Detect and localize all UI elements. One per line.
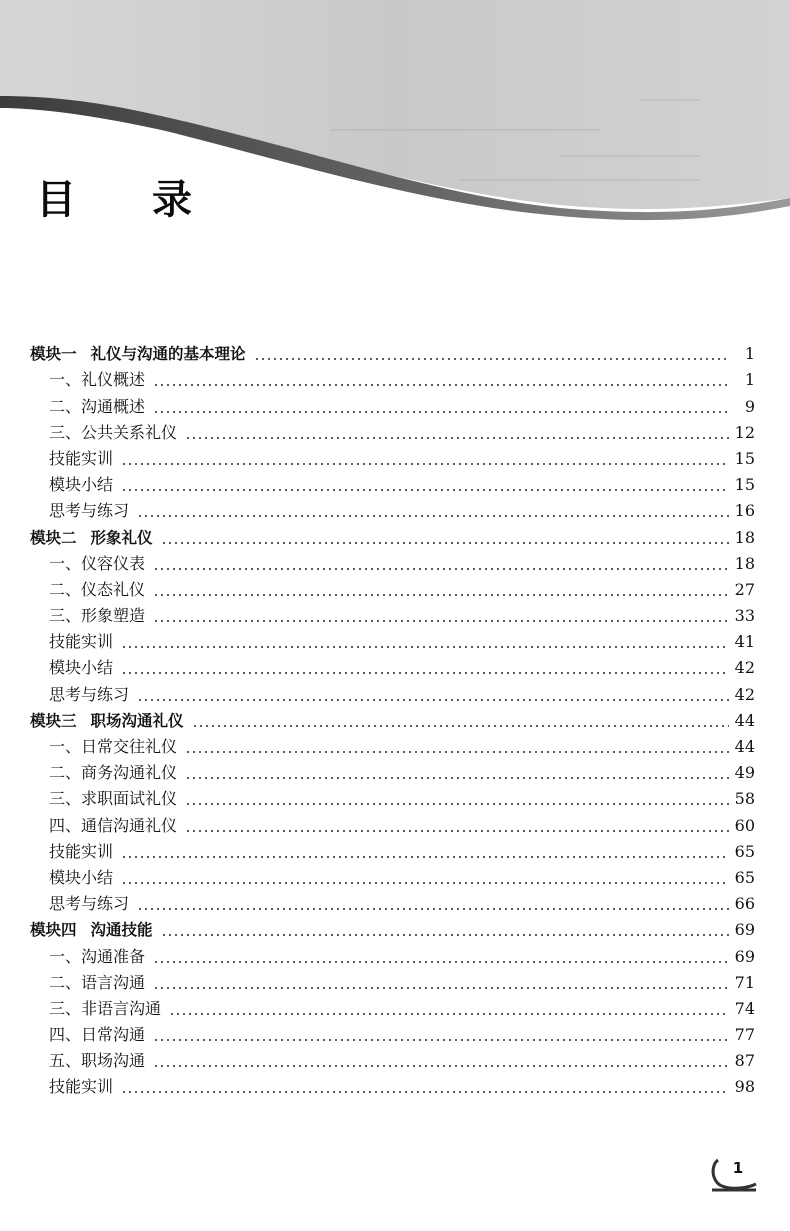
toc-page-number: 49	[734, 763, 755, 783]
dot-leader	[137, 699, 729, 701]
toc-page-number: 44	[734, 710, 755, 730]
toc-page-number: 77	[734, 1025, 755, 1045]
toc-entry-title: 二、商务沟通礼仪	[49, 763, 178, 783]
toc-page-number: 42	[734, 658, 755, 678]
toc-entry-title: 沟通技能	[90, 921, 153, 940]
toc-module-number: 模块三	[30, 711, 77, 730]
toc-page-number: 71	[734, 972, 755, 992]
toc-entry-title: 技能实训	[49, 632, 114, 652]
toc-page-number: 27	[734, 579, 755, 599]
dot-leader	[121, 672, 729, 674]
toc-page-number: 87	[734, 1051, 755, 1071]
dot-leader	[153, 568, 729, 570]
dot-leader	[169, 1013, 729, 1015]
toc-module-number: 模块四	[30, 921, 77, 940]
toc-page-number: 9	[744, 396, 755, 416]
toc-page-number: 15	[734, 475, 755, 495]
dot-leader	[153, 1039, 729, 1041]
toc-entry-title: 二、语言沟通	[49, 972, 146, 992]
dot-leader	[121, 463, 729, 465]
toc-entry-title: 五、职场沟通	[49, 1051, 146, 1071]
toc-module-row[interactable]	[30, 705, 755, 731]
toc-module-row[interactable]	[30, 521, 755, 547]
toc-entry-title: 四、日常沟通	[49, 1025, 146, 1045]
title-char-2: 录	[152, 177, 192, 223]
toc-page-number: 44	[734, 737, 755, 756]
dot-leader	[192, 725, 729, 727]
toc-entry-row[interactable]	[30, 1045, 755, 1071]
toc-page-number: 1	[744, 370, 755, 390]
toc-page-number: 33	[734, 606, 755, 626]
dot-leader	[121, 856, 729, 858]
toc-entry-title: 模块小结	[49, 475, 114, 495]
toc-page-number: 18	[734, 527, 755, 547]
dot-leader	[153, 384, 729, 386]
toc-entry-row[interactable]	[30, 836, 755, 862]
toc-page-number: 58	[734, 789, 755, 809]
toc-entry-row[interactable]	[30, 495, 755, 521]
toc-entry-row[interactable]	[30, 443, 755, 469]
toc-page-number: 98	[734, 1077, 755, 1097]
toc-page-number: 69	[734, 946, 755, 966]
title-char-1: 目	[36, 177, 76, 223]
dot-leader	[185, 751, 729, 753]
toc-entry-row[interactable]	[30, 731, 755, 757]
toc-entry-title: 一、日常交往礼仪	[49, 737, 178, 756]
toc-entry-row[interactable]	[30, 1071, 755, 1097]
dot-leader	[185, 437, 729, 439]
toc-page-number: 12	[734, 422, 755, 442]
toc-entry-title: 三、公共关系礼仪	[49, 422, 178, 442]
toc-page-number: 18	[734, 553, 755, 573]
toc-module-row[interactable]	[30, 914, 755, 940]
toc-entry-title: 一、礼仪概述	[49, 370, 146, 390]
toc-entry-title: 二、仪态礼仪	[49, 579, 146, 599]
table-of-contents	[30, 338, 755, 1097]
toc-page-number: 69	[734, 920, 755, 940]
toc-entry-title: 礼仪与沟通的基本理论	[90, 345, 246, 364]
dot-leader	[185, 777, 729, 779]
toc-page-number: 15	[734, 448, 755, 468]
toc-entry-row[interactable]	[30, 364, 755, 390]
toc-page-number: 16	[734, 501, 755, 521]
toc-entry-row[interactable]	[30, 600, 755, 626]
dot-leader	[153, 987, 729, 989]
toc-entry-row[interactable]	[30, 548, 755, 574]
toc-entry-title: 三、求职面试礼仪	[49, 789, 178, 809]
toc-entry-row[interactable]	[30, 888, 755, 914]
dot-leader	[121, 489, 729, 491]
dot-leader	[185, 803, 729, 805]
toc-page-number: 65	[734, 841, 755, 861]
dot-leader	[153, 1065, 729, 1067]
toc-module-number: 模块一	[30, 345, 77, 364]
dot-leader	[153, 620, 729, 622]
toc-page-number: 65	[734, 867, 755, 887]
toc-entry-title: 一、沟通准备	[49, 946, 146, 966]
toc-entry-title: 三、形象塑造	[49, 606, 146, 626]
dot-leader	[121, 882, 729, 884]
header-decoration	[0, 0, 790, 240]
dot-leader	[137, 515, 729, 517]
toc-page-number: 60	[734, 815, 755, 835]
toc-entry-title: 思考与练习	[49, 501, 130, 521]
toc-entry-row[interactable]	[30, 1019, 755, 1045]
dot-leader	[137, 908, 729, 910]
dot-leader	[153, 594, 729, 596]
dot-leader	[121, 1091, 729, 1093]
toc-entry-title: 职场沟通礼仪	[90, 711, 184, 730]
toc-entry-title: 模块小结	[49, 658, 114, 678]
toc-entry-title: 技能实训	[49, 1077, 114, 1097]
toc-entry-row[interactable]	[30, 390, 755, 416]
dot-leader	[153, 961, 729, 963]
toc-entry-row[interactable]	[30, 783, 755, 809]
toc-module-row[interactable]	[30, 338, 755, 364]
toc-entry-row[interactable]	[30, 626, 755, 652]
toc-entry-title: 四、通信沟通礼仪	[49, 815, 178, 835]
dot-leader	[121, 646, 729, 648]
toc-page-number: 42	[734, 684, 755, 704]
toc-module-number: 模块二	[30, 528, 77, 547]
toc-entry-title: 二、沟通概述	[49, 396, 146, 416]
dot-leader	[161, 934, 729, 936]
toc-entry-title: 技能实训	[49, 841, 114, 861]
dot-leader	[254, 358, 729, 360]
page-number: 1	[732, 1159, 744, 1177]
toc-entry-row[interactable]	[30, 757, 755, 783]
toc-page-number: 74	[734, 998, 755, 1018]
toc-entry-title: 模块小结	[49, 867, 114, 887]
toc-entry-title: 形象礼仪	[90, 528, 153, 547]
toc-entry-row[interactable]	[30, 862, 755, 888]
toc-entry-row[interactable]	[30, 940, 755, 966]
toc-entry-row[interactable]	[30, 574, 755, 600]
toc-entry-title: 思考与练习	[49, 684, 130, 704]
toc-entry-row[interactable]	[30, 678, 755, 704]
dot-leader	[153, 411, 729, 413]
toc-entry-row[interactable]	[30, 469, 755, 495]
dot-leader	[185, 830, 729, 832]
toc-entry-row[interactable]	[30, 967, 755, 993]
toc-entry-row[interactable]	[30, 993, 755, 1019]
toc-entry-title: 一、仪容仪表	[49, 553, 146, 573]
toc-page-number: 1	[744, 344, 755, 364]
toc-entry-title: 三、非语言沟通	[49, 998, 162, 1018]
toc-entry-title: 思考与练习	[49, 894, 130, 914]
toc-entry-row[interactable]	[30, 652, 755, 678]
toc-page-number: 41	[734, 632, 755, 652]
toc-entry-title: 技能实训	[49, 448, 114, 468]
toc-entry-row[interactable]	[30, 417, 755, 443]
toc-page-number: 66	[734, 894, 755, 914]
dot-leader	[161, 542, 729, 544]
toc-entry-row[interactable]	[30, 809, 755, 835]
